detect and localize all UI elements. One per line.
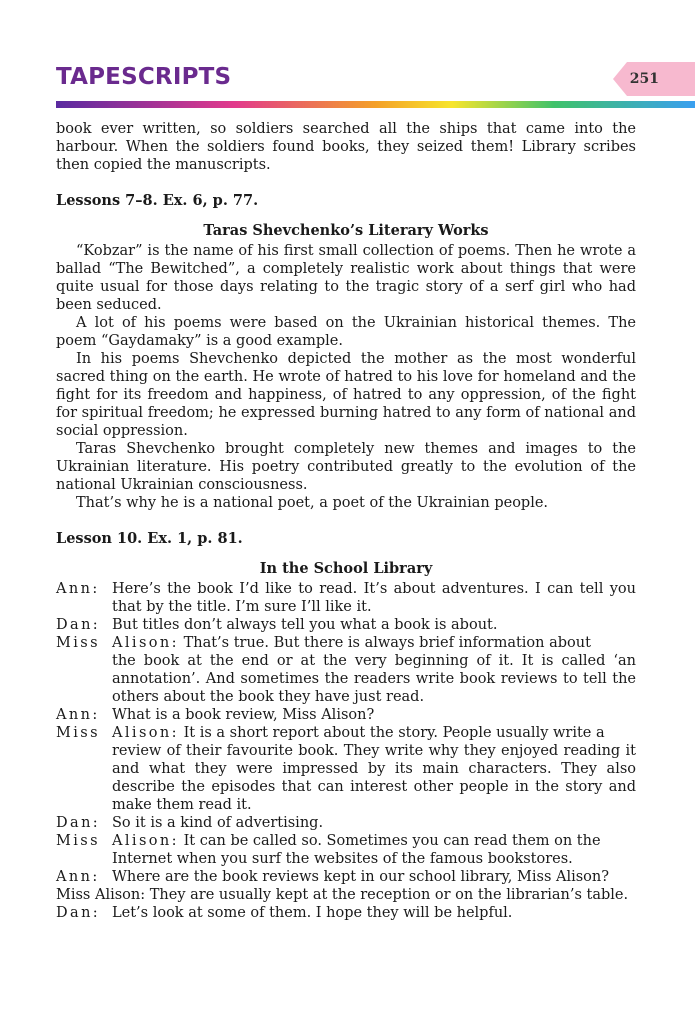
- page-content: [56, 120, 636, 922]
- dialogue-line: [56, 814, 636, 832]
- paragraph: Taras Shevchenko brought completely new themes and images to the Ukrainian literature. His poetry contributed greatly to the evolution of the national Ukrainian consciousness.: [56, 441, 636, 493]
- paragraph: That’s why he is a national poet, a poet of the Ukrainian people.: [76, 495, 549, 511]
- paragraph: “Kobzar” is the name of his first small collection of poems. Then he wrote a ballad “The Bewitched”, a completely realistic work about things that were quite usual for those days relating to the tragic story of a serf girl who had been seduced.: [56, 243, 636, 313]
- dialogue-line: [56, 868, 636, 886]
- rainbow-divider: [56, 101, 695, 108]
- dialogue-text: Here’s the book I’d like to read. It’s about adventures. I can tell you that by the title. I’m sure I’ll like it.: [112, 581, 636, 615]
- lesson-heading: Lesson 10. Ex. 1, p. 81.: [56, 530, 243, 547]
- speaker-name: Alison:: [112, 635, 179, 651]
- dialogue-text: What is a book review, Miss Alison?: [112, 707, 375, 723]
- dialogue-text: Where are the book reviews kept in our school library, Miss Alison?: [112, 869, 610, 885]
- speaker-label: Dan:: [56, 905, 101, 921]
- dialogue-text: But titles don’t always tell you what a book is about.: [112, 617, 498, 633]
- dialogue-text: They are usually kept at the reception or on the librarian’s table.: [149, 887, 629, 903]
- speaker-name: Alison:: [112, 833, 179, 849]
- dialogue-line: [56, 706, 636, 724]
- dialogue-line: [56, 580, 636, 616]
- dialogue-line: [56, 886, 636, 904]
- section-title: Taras Shevchenko’s Literary Works: [203, 222, 489, 239]
- speaker-label: Ann:: [56, 581, 100, 597]
- dialogue-text: So it is a kind of advertising.: [112, 815, 324, 831]
- paragraph: A lot of his poems were based on the Ukrainian historical themes. The poem “Gaydamaky” is a good example.: [56, 315, 636, 349]
- dialogue-text: Let’s look at some of them. I hope they will be helpful.: [112, 905, 513, 921]
- dialogue-text: It is a short report about the story. People usually write a: [183, 725, 605, 741]
- speaker-label: Dan:: [56, 617, 101, 633]
- speaker-name: Alison:: [112, 725, 179, 741]
- dialogue-continuation: review of their favourite book. They write why they enjoyed reading it and what they were impressed by its main characters. They also describe the episodes that can interest other people in the story and make them read it.: [112, 743, 636, 813]
- dialogue-line: [56, 724, 636, 814]
- dialogue-line: [56, 832, 636, 868]
- speaker-label: Dan:: [56, 815, 101, 831]
- dialogue-text: It can be called so. Sometimes you can read them on the: [183, 833, 601, 849]
- page-number: 251: [629, 71, 659, 87]
- dialogue-line: [56, 616, 636, 634]
- speaker-label: Miss Alison:: [56, 887, 146, 903]
- page-title: TAPESCRIPTS: [56, 64, 232, 90]
- speaker-label: Miss: [56, 833, 100, 849]
- dialogue-text: That’s true. But there is always brief information about: [183, 635, 591, 651]
- lesson-heading: Lessons 7–8. Ex. 6, p. 77.: [56, 192, 259, 209]
- speaker-label: Miss: [56, 725, 100, 741]
- section-title: In the School Library: [259, 560, 433, 577]
- intro-paragraph: book ever written, so soldiers searched all the ships that came into the harbour. When the soldiers found books, they seized them! Library scribes then copied the manuscripts.: [56, 121, 636, 173]
- speaker-label: Miss: [56, 635, 100, 651]
- paragraph: In his poems Shevchenko depicted the mother as the most wonderful sacred thing on the earth. He wrote of hatred to his love for homeland and the fight for its freedom and happiness, of hatred to any oppression, of the fight for spiritual freedom; he expressed burning hatred to any form of national and social oppression.: [56, 351, 636, 439]
- speaker-label: Ann:: [56, 869, 100, 885]
- dialogue-line: [56, 634, 636, 706]
- dialogue-line: [56, 904, 636, 922]
- speaker-label: Ann:: [56, 707, 100, 723]
- dialogue-continuation: Internet when you surf the websites of the famous bookstores.: [112, 851, 573, 867]
- dialogue-continuation: the book at the end or at the very beginning of it. It is called ‘an annotation’. And sometimes the readers write book reviews to tell the others about the book they have just read.: [112, 653, 636, 705]
